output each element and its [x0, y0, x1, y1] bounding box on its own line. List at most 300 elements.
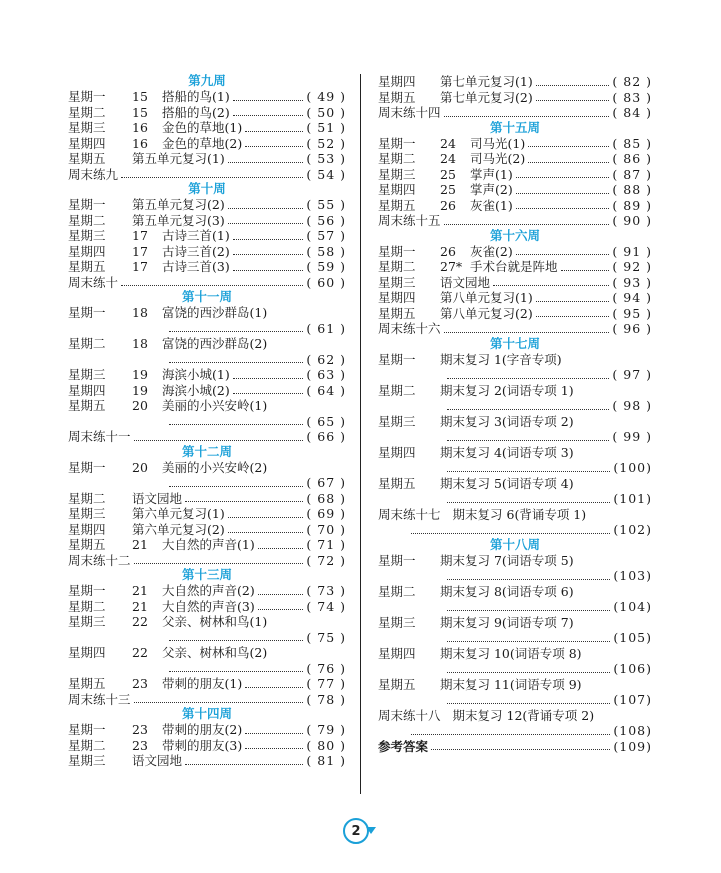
entry-title: 富饶的西沙群岛(2) [162, 336, 268, 351]
entry-day: 星期四 [68, 135, 106, 151]
entry-day: 星期一 [68, 305, 106, 320]
dot-leader [169, 670, 303, 672]
entry-day: 星期五 [68, 151, 106, 166]
toc-entry [378, 507, 652, 523]
toc-entry-continuation [378, 630, 652, 646]
entry-title: 参考答案 [378, 738, 429, 754]
dot-leader [561, 269, 610, 271]
entry-page: ( 57 ) [306, 228, 346, 243]
week-heading: 第十五周 [489, 119, 540, 135]
entry-page: ( 89 ) [612, 197, 652, 213]
toc-entry [68, 537, 346, 553]
entry-page: ( 66 ) [306, 429, 346, 444]
dot-leader [447, 671, 610, 673]
dot-leader [493, 284, 609, 286]
entry-lesson-number: 17 [132, 243, 148, 259]
week-heading: 第十二周 [181, 443, 232, 459]
dot-leader [233, 269, 304, 271]
toc-entry [378, 615, 652, 631]
entry-day: 星期二 [68, 336, 106, 351]
entry-title: 古诗三首(2) [162, 243, 230, 259]
toc-entry [378, 476, 652, 492]
toc-entry-continuation [68, 321, 346, 337]
entry-page: ( 59 ) [306, 259, 346, 274]
entry-page: ( 61 ) [306, 320, 346, 336]
entry-page: ( 72 ) [306, 552, 346, 568]
dot-leader [233, 238, 304, 240]
toc-entry-continuation [378, 599, 652, 615]
dot-leader [516, 176, 610, 178]
dot-leader [536, 99, 610, 101]
dot-leader [444, 331, 610, 333]
toc-entry [68, 460, 346, 476]
entry-page: ( 51 ) [306, 120, 346, 135]
entry-day: 星期一 [378, 351, 416, 367]
entry-lesson-number: 21 [132, 537, 148, 552]
entry-title: 期末复习 2(词语专项 1) [440, 382, 574, 398]
entry-lesson-number: 23 [132, 722, 148, 737]
entry-page: ( 95 ) [612, 305, 652, 321]
toc-entry [68, 305, 346, 321]
entry-title: 期末复习 5(词语专项 4) [440, 475, 574, 491]
entry-day: 星期四 [378, 74, 416, 89]
entry-title: 古诗三首(3) [162, 259, 230, 274]
entry-page: ( 86 ) [612, 151, 652, 166]
entry-day: 星期四 [378, 645, 416, 661]
dot-leader [245, 686, 303, 688]
week-heading: 第十六周 [489, 227, 540, 243]
toc-entry [378, 244, 652, 260]
entry-page: ( 85 ) [612, 135, 652, 151]
dot-leader [169, 639, 303, 641]
dot-leader [516, 207, 610, 209]
entry-title: 司马光(2) [470, 151, 526, 166]
toc-entry [68, 506, 346, 522]
toc-entry-continuation [378, 398, 652, 414]
entry-page: ( 88 ) [612, 182, 652, 197]
entry-title: 大自然的声音(1) [162, 537, 255, 552]
entry-lesson-number: 22 [132, 614, 148, 629]
entry-page: ( 93 ) [612, 274, 652, 290]
entry-day: 星期三 [68, 367, 106, 382]
dot-leader [447, 439, 609, 441]
entry-day: 星期五 [378, 89, 416, 105]
entry-day: 星期三 [68, 506, 106, 521]
toc-entry [68, 383, 346, 399]
entry-lesson-number: 15 [132, 104, 148, 120]
entry-page: ( 73 ) [306, 583, 346, 598]
entry-page: ( 97 ) [612, 367, 652, 382]
toc-entry [68, 522, 346, 538]
page-number: 2 [343, 818, 369, 844]
toc-entry [378, 584, 652, 600]
toc-entry-continuation [378, 367, 652, 383]
entry-page: ( 83 ) [612, 89, 652, 105]
week-heading: 第九周 [188, 73, 226, 88]
dot-leader [121, 176, 303, 178]
dot-leader [258, 608, 304, 610]
entry-page: ( 49 ) [306, 89, 346, 104]
dot-leader [233, 392, 304, 394]
week-heading: 第十八周 [489, 536, 540, 552]
toc-entry [378, 553, 652, 569]
entry-day: 星期二 [68, 490, 106, 506]
dot-leader [169, 361, 303, 363]
entry-page: ( 67 ) [306, 475, 346, 490]
dot-leader [245, 747, 303, 749]
entry-page: (104) [613, 599, 652, 614]
entry-lesson-number: 22 [132, 645, 148, 660]
entry-page: ( 64 ) [306, 382, 346, 398]
dot-leader [447, 501, 610, 503]
toc-entry [68, 722, 346, 738]
entry-title: 司马光(1) [470, 135, 526, 151]
answer-key-entry [378, 739, 652, 755]
toc-entry-continuation [68, 661, 346, 677]
toc-entry [68, 228, 346, 244]
toc-entry-continuation [378, 522, 652, 538]
entry-lesson-number: 23 [132, 676, 148, 691]
entry-day: 周末练十七 [378, 506, 441, 522]
entry-lesson-number: 23 [132, 737, 148, 753]
week-heading: 第十四周 [181, 706, 232, 721]
entry-page: ( 71 ) [306, 537, 346, 552]
entry-day: 星期四 [68, 243, 106, 259]
toc-entry-continuation [68, 630, 346, 646]
dot-leader [245, 130, 303, 132]
entry-title: 期末复习 1(字音专项) [440, 351, 562, 367]
entry-page: ( 92 ) [612, 259, 652, 274]
toc-entry-continuation [378, 661, 652, 677]
toc-entry [378, 677, 652, 693]
entry-title: 带刺的朋友(2) [162, 722, 243, 737]
entry-title: 掌声(1) [470, 166, 513, 182]
entry-title: 期末复习 3(词语专项 2) [440, 413, 574, 429]
entry-title: 父亲、树林和鸟(2) [162, 645, 268, 660]
dot-leader [411, 532, 610, 534]
dot-leader [431, 748, 610, 750]
entry-title: 大自然的声音(3) [162, 598, 255, 614]
toc-entry [68, 213, 346, 229]
toc-entry-continuation [378, 723, 652, 739]
toc-entry [378, 708, 652, 724]
entry-page: ( 54 ) [306, 166, 346, 182]
dot-leader [228, 516, 304, 518]
dot-leader [411, 733, 610, 735]
entry-day: 星期一 [68, 89, 106, 104]
entry-page: (108) [613, 723, 652, 738]
entry-page: ( 58 ) [306, 243, 346, 259]
entry-lesson-number: 18 [132, 336, 148, 351]
entry-title: 第五单元复习(2) [132, 197, 225, 212]
toc-entry [68, 429, 346, 445]
entry-day: 星期二 [378, 382, 416, 398]
entry-lesson-number: 19 [132, 382, 148, 398]
toc-entry [68, 645, 346, 661]
dot-leader [444, 223, 610, 225]
entry-day: 星期一 [68, 197, 106, 212]
dot-leader [228, 161, 304, 163]
entry-page: ( 98 ) [612, 398, 652, 413]
entry-title: 第七单元复习(1) [440, 74, 533, 89]
entry-day: 星期二 [68, 598, 106, 614]
toc-entry-continuation [68, 352, 346, 368]
entry-day: 星期一 [378, 135, 416, 151]
entry-page: ( 76 ) [306, 660, 346, 676]
entry-day: 星期二 [68, 104, 106, 120]
toc-entry [68, 738, 346, 754]
entry-day: 星期五 [378, 305, 416, 321]
toc-entry [68, 692, 346, 708]
dot-leader [536, 84, 610, 86]
entry-day: 星期三 [68, 228, 106, 243]
toc-entry [68, 367, 346, 383]
entry-title: 期末复习 7(词语专项 5) [440, 552, 574, 568]
entry-day: 星期三 [378, 413, 416, 429]
entry-lesson-number: 21 [132, 598, 148, 614]
entry-day: 星期五 [68, 259, 106, 274]
entry-title: 金色的草地(2) [162, 135, 243, 151]
toc-entry [378, 383, 652, 399]
dot-leader [233, 377, 304, 379]
entry-title: 美丽的小兴安岭(1) [162, 398, 268, 413]
dot-leader [447, 609, 610, 611]
dot-leader [169, 485, 303, 487]
entry-lesson-number: 20 [132, 398, 148, 413]
dot-leader [228, 207, 304, 209]
entry-page: ( 90 ) [612, 213, 652, 228]
entry-day: 星期一 [378, 243, 416, 259]
entry-title: 灰雀(2) [470, 243, 513, 259]
entry-lesson-number: 26 [440, 197, 456, 213]
entry-page: ( 53 ) [306, 151, 346, 166]
entry-day: 星期三 [378, 166, 416, 182]
entry-page: (109) [613, 738, 652, 754]
week-heading: 第十三周 [181, 567, 232, 582]
entry-page: (102) [613, 522, 652, 537]
dot-leader [447, 377, 609, 379]
toc-entry [378, 151, 652, 167]
dot-leader [185, 500, 303, 502]
entry-day: 星期四 [68, 645, 106, 660]
toc-entry [378, 414, 652, 430]
toc-entry [68, 151, 346, 167]
entry-lesson-number: 17 [132, 259, 148, 274]
entry-page: ( 69 ) [306, 506, 346, 521]
toc-entry-continuation [378, 491, 652, 507]
dot-leader [233, 99, 304, 101]
entry-day: 周末练九 [68, 166, 119, 182]
entry-lesson-number: 25 [440, 166, 456, 182]
entry-page: ( 79 ) [306, 722, 346, 737]
entry-day: 星期四 [68, 382, 106, 398]
entry-title: 第八单元复习(1) [440, 290, 533, 305]
dot-leader [447, 640, 610, 642]
entry-page: (105) [613, 630, 652, 645]
entry-day: 周末练十六 [378, 321, 441, 336]
entry-day: 星期二 [378, 583, 416, 599]
entry-day: 星期四 [378, 444, 416, 460]
dot-leader [233, 114, 304, 116]
entry-day: 星期三 [68, 614, 106, 629]
toc-entry-continuation [378, 429, 652, 445]
entry-day: 星期三 [68, 753, 106, 768]
entry-day: 星期二 [378, 151, 416, 166]
toc-entry [378, 167, 652, 183]
dot-leader [516, 192, 610, 194]
toc-entry [378, 182, 652, 198]
toc-entry [68, 614, 346, 630]
entry-title: 第八单元复习(2) [440, 305, 533, 321]
entry-page: ( 65 ) [306, 413, 346, 429]
arrow-down-icon [366, 827, 376, 834]
toc-entry [378, 352, 652, 368]
dot-leader [258, 593, 304, 595]
entry-day: 星期一 [68, 722, 106, 737]
dot-leader [528, 161, 609, 163]
entry-day: 星期三 [68, 120, 106, 135]
entry-title: 语文园地 [440, 274, 491, 290]
toc-entry [68, 553, 346, 569]
entry-day: 星期五 [68, 537, 106, 552]
entry-lesson-number: 21 [132, 583, 148, 598]
entry-title: 期末复习 8(词语专项 6) [440, 583, 574, 599]
dot-leader [233, 253, 304, 255]
entry-lesson-number: 26 [440, 243, 456, 259]
dot-leader [447, 578, 610, 580]
entry-day: 星期四 [378, 182, 416, 197]
dot-leader [134, 701, 304, 703]
toc-entry-continuation [68, 475, 346, 491]
entry-day: 星期五 [378, 475, 416, 491]
entry-day: 星期三 [378, 274, 416, 290]
toc-entry [378, 136, 652, 152]
toc-entry [378, 74, 652, 90]
entry-page: ( 91 ) [612, 243, 652, 259]
entry-page: ( 77 ) [306, 676, 346, 691]
entry-page: ( 56 ) [306, 212, 346, 228]
dot-leader [245, 145, 303, 147]
entry-title: 富饶的西沙群岛(1) [162, 305, 268, 320]
toc-entry [378, 445, 652, 461]
entry-day: 周末练十五 [378, 213, 441, 228]
page-number-badge [343, 818, 373, 848]
toc-entry [68, 491, 346, 507]
toc-entry [68, 336, 346, 352]
entry-lesson-number: 18 [132, 305, 148, 320]
entry-page: (101) [613, 491, 652, 506]
toc-entry [68, 167, 346, 183]
entry-lesson-number: 25 [440, 182, 456, 197]
entry-page: ( 62 ) [306, 351, 346, 367]
toc-left-column [68, 74, 346, 769]
entry-day: 周末练十四 [378, 105, 441, 120]
toc-entry [68, 676, 346, 692]
toc-entry [378, 275, 652, 291]
entry-page: ( 50 ) [306, 104, 346, 120]
entry-day: 星期三 [378, 614, 416, 630]
entry-day: 周末练十二 [68, 552, 131, 568]
entry-title: 第五单元复习(1) [132, 151, 225, 166]
entry-day: 星期五 [378, 676, 416, 692]
entry-page: ( 60 ) [306, 274, 346, 290]
entry-title: 语文园地 [132, 490, 183, 506]
toc-entry [68, 244, 346, 260]
entry-page: ( 81 ) [306, 753, 346, 768]
entry-day: 星期五 [378, 197, 416, 213]
toc-entry [378, 105, 652, 121]
entry-day: 星期一 [378, 552, 416, 568]
toc-entry [68, 599, 346, 615]
entry-title: 海滨小城(1) [162, 367, 230, 382]
dot-leader [228, 531, 304, 533]
dot-leader [447, 408, 609, 410]
toc-entry [378, 259, 652, 275]
dot-leader [258, 547, 304, 549]
entry-page: ( 96 ) [612, 321, 652, 336]
week-heading: 第十七周 [489, 335, 540, 351]
entry-title: 大自然的声音(2) [162, 583, 255, 598]
entry-title: 第五单元复习(3) [132, 212, 225, 228]
entry-lesson-number: 20 [132, 459, 148, 475]
toc-entry [68, 120, 346, 136]
toc-entry [68, 105, 346, 121]
entry-page: ( 52 ) [306, 135, 346, 151]
dot-leader [121, 284, 303, 286]
entry-title: 带刺的朋友(3) [162, 737, 243, 753]
toc-entry [378, 290, 652, 306]
entry-day: 星期二 [68, 737, 106, 753]
entry-lesson-number: 27* [440, 259, 463, 274]
entry-title: 期末复习 4(词语专项 3) [440, 444, 574, 460]
entry-title: 期末复习 9(词语专项 7) [440, 614, 574, 630]
entry-title: 语文园地 [132, 753, 183, 768]
dot-leader [169, 330, 303, 332]
entry-day: 星期一 [68, 583, 106, 598]
entry-page: ( 75 ) [306, 629, 346, 645]
entry-day: 周末练十八 [378, 707, 441, 723]
entry-page: (106) [613, 661, 652, 676]
entry-title: 期末复习 10(词语专项 8) [440, 645, 582, 661]
dot-leader [245, 732, 303, 734]
toc-right-column [378, 74, 652, 754]
entry-day: 周末练十一 [68, 429, 131, 444]
entry-lesson-number: 24 [440, 151, 456, 166]
entry-title: 美丽的小兴安岭(2) [162, 459, 268, 475]
toc-entry [68, 136, 346, 152]
toc-entry-continuation [378, 692, 652, 708]
entry-title: 古诗三首(1) [162, 228, 230, 243]
entry-title: 第六单元复习(1) [132, 506, 225, 521]
entry-day: 星期五 [68, 676, 106, 691]
toc-entry [68, 89, 346, 105]
toc-entry [68, 259, 346, 275]
toc-entry [68, 583, 346, 599]
entry-page: (100) [613, 460, 652, 475]
entry-lesson-number: 16 [132, 120, 148, 135]
entry-day: 周末练十 [68, 274, 119, 290]
entry-day: 周末练十三 [68, 691, 131, 707]
dot-leader [185, 763, 303, 765]
dot-leader [134, 439, 304, 441]
entry-day: 星期五 [68, 398, 106, 413]
entry-day: 星期四 [68, 521, 106, 537]
entry-title: 父亲、树林和鸟(1) [162, 614, 268, 629]
entry-title: 灰雀(1) [470, 197, 513, 213]
entry-page: ( 74 ) [306, 598, 346, 614]
dot-leader [169, 423, 303, 425]
toc-entry [68, 398, 346, 414]
